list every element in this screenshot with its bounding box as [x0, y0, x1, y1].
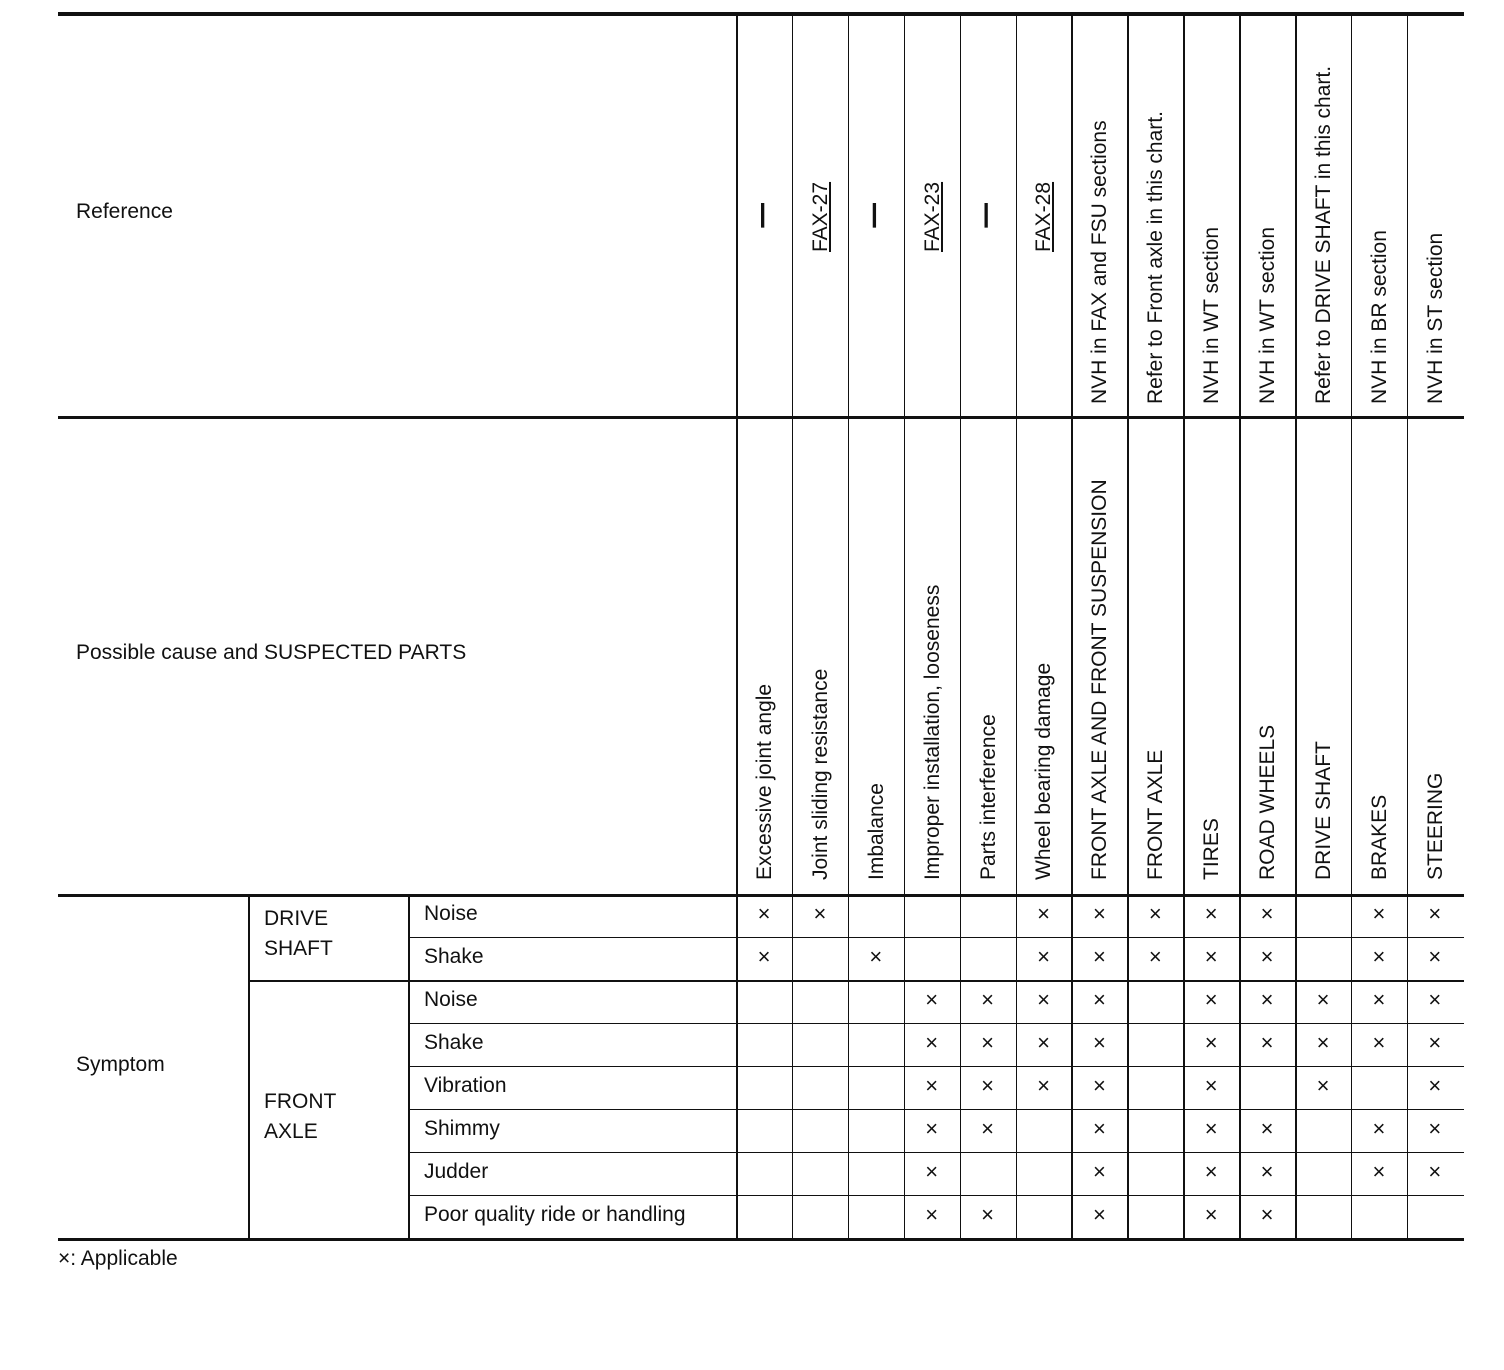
cause-label: Wheel bearing damage	[1032, 662, 1056, 880]
applicable-mark: ×	[925, 1202, 939, 1227]
cause-label: STEERING	[1423, 772, 1447, 880]
applicable-mark: ×	[1037, 944, 1050, 969]
applicable-mark: ×	[1204, 987, 1218, 1012]
applicable-mark: ×	[1037, 987, 1050, 1012]
reference-link[interactable]: FAX-23	[920, 181, 944, 252]
reference-label: NVH in WT section	[1200, 227, 1224, 404]
applicable-mark: ×	[1372, 944, 1386, 969]
applicable-mark: ×	[757, 944, 771, 969]
applicable-mark: ×	[1260, 1202, 1274, 1227]
table-bottom-rule	[58, 1238, 1464, 1241]
cause-label: Imbalance	[864, 783, 888, 880]
cause-label: Excessive joint angle	[752, 683, 776, 880]
group-divider	[248, 894, 250, 1238]
column-divider	[736, 12, 738, 1238]
applicable-mark: ×	[757, 901, 771, 926]
applicable-mark: ×	[1372, 901, 1386, 926]
group-label-line: AXLE	[264, 1120, 318, 1143]
applicable-mark: ×	[1428, 1116, 1442, 1141]
applicable-mark: ×	[925, 1073, 939, 1098]
cause-label: TIRES	[1200, 818, 1224, 880]
applicable-mark: ×	[1428, 944, 1442, 969]
applicable-mark: ×	[1204, 1159, 1218, 1184]
parts-header: Possible cause and SUSPECTED PARTS	[76, 641, 467, 664]
reference-label: |	[870, 198, 879, 228]
cause-label: FRONT AXLE	[1144, 749, 1168, 880]
legend: ×: Applicable	[58, 1247, 178, 1270]
column-divider	[848, 12, 850, 1238]
row-separator	[408, 1066, 1464, 1067]
symptom-chart	[58, 12, 1464, 1242]
applicable-mark: ×	[1204, 1073, 1218, 1098]
applicable-mark: ×	[869, 944, 883, 969]
applicable-mark: ×	[1372, 1159, 1386, 1184]
reference-label: NVH in ST section	[1423, 232, 1447, 404]
applicable-mark: ×	[1204, 1116, 1218, 1141]
applicable-mark: ×	[1092, 1116, 1106, 1141]
parts-bottom-rule	[58, 894, 1464, 897]
symptom-label: Shake	[424, 1031, 484, 1054]
applicable-mark: ×	[1260, 944, 1274, 969]
group-separator	[248, 980, 1464, 982]
applicable-mark: ×	[1092, 987, 1106, 1012]
applicable-mark: ×	[981, 1116, 995, 1141]
applicable-mark: ×	[1092, 1030, 1106, 1055]
reference-label: |	[982, 198, 990, 228]
reference-label: Refer to Front axle in this chart.	[1144, 111, 1168, 404]
symptom-label: Judder	[424, 1160, 489, 1183]
reference-bottom-rule	[58, 416, 1464, 419]
applicable-mark: ×	[925, 987, 939, 1012]
cause-label: Joint sliding resistance	[808, 668, 832, 880]
symptom-group-label	[264, 904, 333, 964]
applicable-mark: ×	[1037, 1073, 1050, 1098]
applicable-mark: ×	[1260, 901, 1274, 926]
applicable-mark: ×	[1428, 1030, 1442, 1055]
applicable-mark: ×	[1316, 1030, 1330, 1055]
reference-label: NVH in WT section	[1256, 227, 1280, 404]
applicable-mark: ×	[1204, 901, 1218, 926]
reference-header: Reference	[76, 200, 173, 223]
applicable-mark: ×	[1428, 901, 1442, 926]
symptom-label: Vibration	[424, 1074, 507, 1097]
applicable-mark: ×	[1372, 987, 1386, 1012]
group-label-line: DRIVE	[264, 907, 329, 930]
reference-label: NVH in BR section	[1367, 230, 1391, 404]
applicable-mark: ×	[925, 1116, 939, 1141]
symptom-group-label	[264, 1087, 336, 1147]
symptom-label: Shimmy	[424, 1117, 500, 1140]
applicable-mark: ×	[1316, 987, 1330, 1012]
applicable-mark: ×	[1148, 901, 1162, 926]
cause-label: BRAKES	[1367, 794, 1391, 880]
cause-label: DRIVE SHAFT	[1311, 741, 1335, 880]
applicable-mark: ×	[1092, 1073, 1106, 1098]
cause-label: ROAD WHEELS	[1256, 724, 1280, 880]
applicable-mark: ×	[813, 901, 827, 926]
applicable-mark: ×	[1204, 1202, 1218, 1227]
table-top-rule	[58, 12, 1464, 16]
cause-label: Parts interference	[976, 714, 1000, 880]
applicable-mark: ×	[925, 1030, 939, 1055]
group-label-line: SHAFT	[264, 937, 333, 960]
applicable-mark: ×	[1372, 1030, 1386, 1055]
reference-link[interactable]: FAX-28	[1032, 181, 1056, 252]
reference-label: NVH in FAX and FSU sections	[1088, 120, 1112, 404]
row-separator	[408, 1152, 1464, 1153]
reference-label: |	[758, 198, 767, 228]
applicable-mark: ×	[1428, 1159, 1442, 1184]
symptom-label: Noise	[424, 902, 478, 925]
symptom-label: Noise	[424, 988, 478, 1011]
row-separator	[408, 1023, 1464, 1024]
row-separator	[408, 937, 1464, 938]
applicable-mark: ×	[1316, 1073, 1330, 1098]
applicable-mark: ×	[1037, 901, 1050, 926]
applicable-mark: ×	[1037, 1030, 1050, 1055]
cause-label: FRONT AXLE AND FRONT SUSPENSION	[1088, 479, 1112, 880]
applicable-mark: ×	[1204, 944, 1218, 969]
applicable-mark: ×	[1092, 1202, 1106, 1227]
row-separator	[408, 1195, 1464, 1196]
applicable-mark: ×	[1092, 944, 1106, 969]
applicable-mark: ×	[1260, 1030, 1274, 1055]
applicable-mark: ×	[981, 987, 995, 1012]
reference-link[interactable]: FAX-27	[808, 181, 832, 252]
symptom-header: Symptom	[76, 1053, 165, 1076]
symptom-label: Shake	[424, 945, 484, 968]
applicable-mark: ×	[1148, 944, 1162, 969]
applicable-mark: ×	[981, 1073, 995, 1098]
row-separator	[408, 1109, 1464, 1110]
applicable-mark: ×	[1260, 1116, 1274, 1141]
cause-label: Improper installation, looseness	[920, 584, 944, 880]
applicable-mark: ×	[981, 1202, 995, 1227]
applicable-mark: ×	[1260, 987, 1274, 1012]
applicable-mark: ×	[1092, 1159, 1106, 1184]
applicable-mark: ×	[1428, 987, 1442, 1012]
applicable-mark: ×	[1372, 1116, 1386, 1141]
applicable-mark: ×	[1204, 1030, 1218, 1055]
symptom-label: Poor quality ride or handling	[424, 1203, 686, 1226]
applicable-mark: ×	[1092, 901, 1106, 926]
column-divider	[792, 12, 794, 1238]
reference-label: Refer to DRIVE SHAFT in this chart.	[1311, 65, 1335, 404]
applicable-mark: ×	[925, 1159, 939, 1184]
column-divider	[1127, 12, 1129, 1238]
group-label-line: FRONT	[264, 1090, 337, 1113]
applicable-mark: ×	[1260, 1159, 1274, 1184]
applicable-mark: ×	[981, 1030, 995, 1055]
applicable-mark: ×	[1428, 1073, 1442, 1098]
